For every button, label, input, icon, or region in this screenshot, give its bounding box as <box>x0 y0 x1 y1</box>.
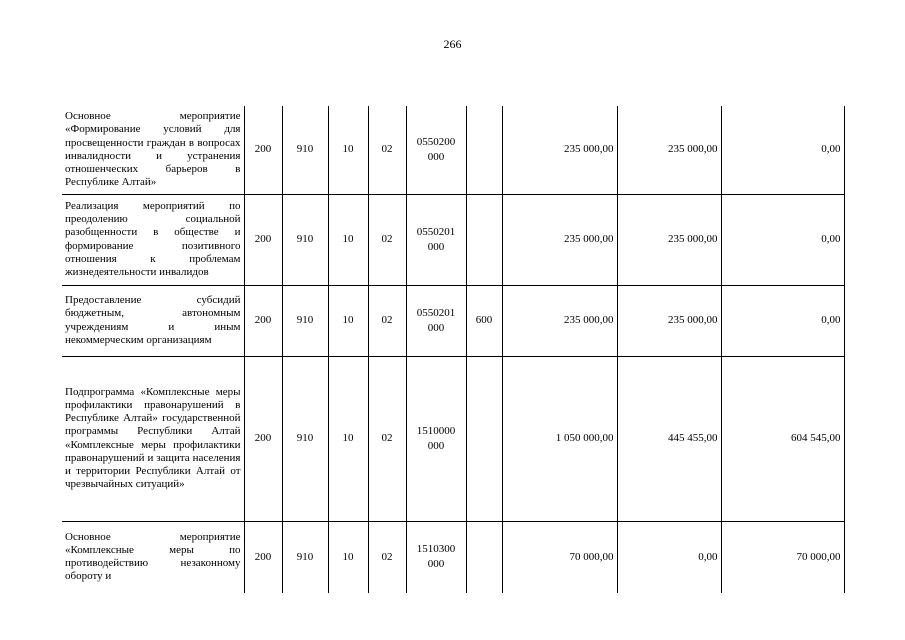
row-amount-1: 0,00 <box>617 521 721 593</box>
target-article-line-1: 0550200 <box>416 135 456 148</box>
row-amount-1: 235 000,00 <box>617 106 721 194</box>
row-amount-2: 604 545,00 <box>721 356 844 521</box>
row-expense-type <box>466 521 502 593</box>
target-article-line-2: 000 <box>427 558 445 571</box>
target-article-line-1: 1510000 <box>416 424 456 437</box>
row-amount-2: 70 000,00 <box>721 521 844 593</box>
row-total-amount: 235 000,00 <box>502 106 617 194</box>
row-total-amount: 70 000,00 <box>502 521 617 593</box>
row-expense-type: 600 <box>466 285 502 356</box>
row-grbs-code: 910 <box>282 194 328 285</box>
row-amount-2: 0,00 <box>721 194 844 285</box>
row-amount-1: 445 455,00 <box>617 356 721 521</box>
row-admin-code: 200 <box>244 521 282 593</box>
row-subsection-code: 02 <box>368 285 406 356</box>
row-total-amount: 235 000,00 <box>502 285 617 356</box>
row-target-article <box>406 521 466 593</box>
row-section-code: 10 <box>328 106 368 194</box>
row-expense-type <box>466 194 502 285</box>
row-section-code: 10 <box>328 356 368 521</box>
row-expense-type <box>466 106 502 194</box>
row-grbs-code: 910 <box>282 356 328 521</box>
budget-table <box>62 106 845 593</box>
row-description: Реализация мероприятий по преодолению социальной разобщенности в обществе и формирование позитивного отношения к проблемам жизнедеятельности инвалидов <box>62 194 244 285</box>
table-row <box>62 356 844 521</box>
row-section-code: 10 <box>328 194 368 285</box>
row-description: Основное мероприятие «Формирование условий для просвещенности граждан в вопросах инвалидности и устранения отношенческих барьеров в Республике Алтай» <box>62 106 244 194</box>
row-total-amount: 235 000,00 <box>502 194 617 285</box>
table-row <box>62 521 844 593</box>
row-amount-2: 0,00 <box>721 106 844 194</box>
row-grbs-code: 910 <box>282 285 328 356</box>
row-grbs-code: 910 <box>282 521 328 593</box>
row-admin-code: 200 <box>244 356 282 521</box>
row-section-code: 10 <box>328 285 368 356</box>
table-row <box>62 194 844 285</box>
row-admin-code: 200 <box>244 194 282 285</box>
row-amount-2: 0,00 <box>721 285 844 356</box>
target-article-line-1: 0550201 <box>416 306 456 319</box>
row-amount-1: 235 000,00 <box>617 285 721 356</box>
row-section-code: 10 <box>328 521 368 593</box>
target-article-line-2: 000 <box>427 439 445 452</box>
row-admin-code: 200 <box>244 106 282 194</box>
row-expense-type <box>466 356 502 521</box>
table-row <box>62 106 844 194</box>
row-subsection-code: 02 <box>368 194 406 285</box>
row-description: Основное мероприятие «Комплексные меры по противодействию незаконному обороту и <box>62 521 244 593</box>
row-description: Подпрограмма «Комплексные меры профилактики правонарушений в Республике Алтай» государственной программы Республики Алтай «Комплексные меры профилактики правонарушений и защита населения и территории Республики Алтай от чрезвычайных ситуаций» <box>62 356 244 521</box>
row-admin-code: 200 <box>244 285 282 356</box>
row-total-amount: 1 050 000,00 <box>502 356 617 521</box>
page-number: 266 <box>443 37 462 51</box>
row-grbs-code: 910 <box>282 106 328 194</box>
target-article-line-1: 0550201 <box>416 225 456 238</box>
row-target-article <box>406 285 466 356</box>
target-article-line-2: 000 <box>427 150 445 163</box>
target-article-line-2: 000 <box>427 321 445 334</box>
row-subsection-code: 02 <box>368 106 406 194</box>
row-target-article <box>406 356 466 521</box>
row-subsection-code: 02 <box>368 521 406 593</box>
row-target-article <box>406 194 466 285</box>
row-amount-1: 235 000,00 <box>617 194 721 285</box>
table-row <box>62 285 844 356</box>
target-article-line-1: 1510300 <box>416 543 456 556</box>
row-description: Предоставление субсидий бюджетным, автономным учреждениям и иным некоммерческим организациям <box>62 285 244 356</box>
row-subsection-code: 02 <box>368 356 406 521</box>
row-target-article <box>406 106 466 194</box>
target-article-line-2: 000 <box>427 240 445 253</box>
